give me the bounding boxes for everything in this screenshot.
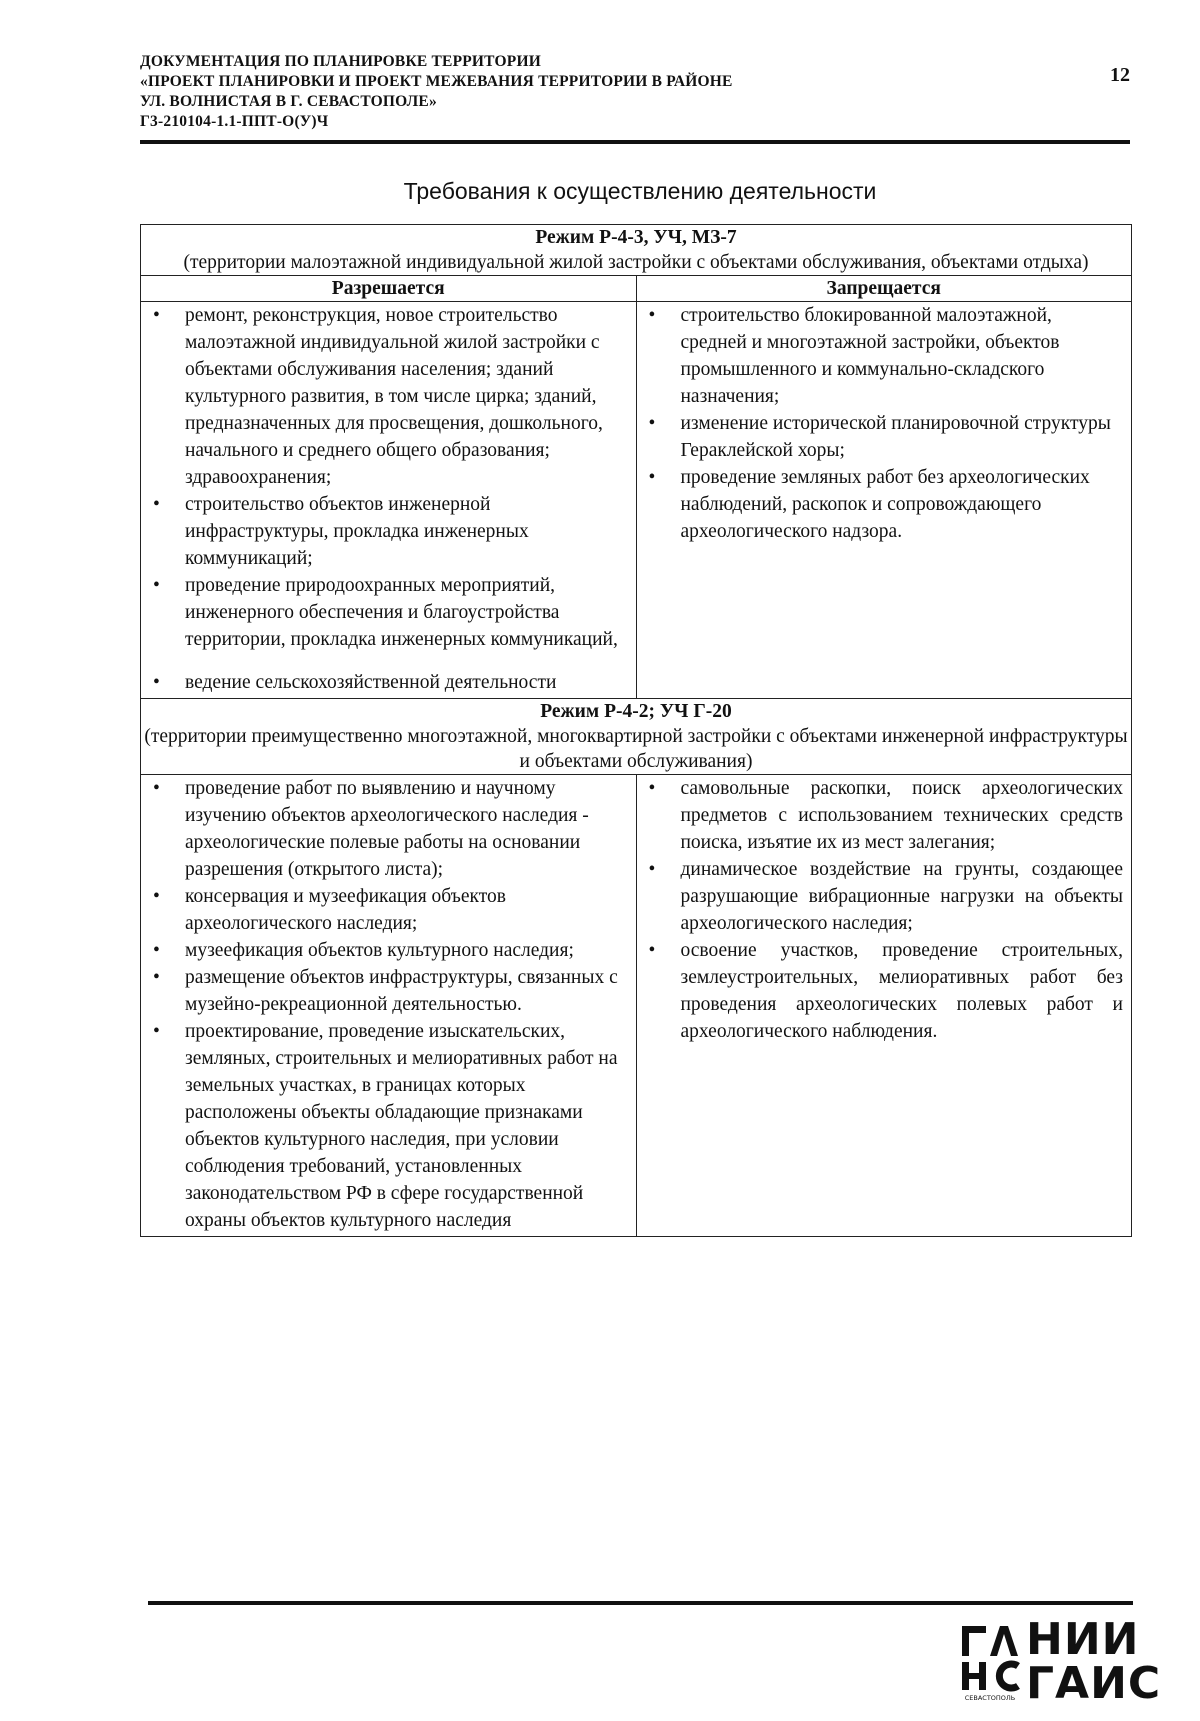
footer-rule [148, 1601, 1133, 1605]
forbidden-list [637, 302, 1132, 547]
allowed-cell [141, 302, 637, 699]
table-row [141, 302, 1132, 699]
column-header-allowed: Разрешается [141, 276, 637, 302]
list-item: • ведение сельскохозяйственной деятельности [141, 669, 628, 696]
regime-title: Режим Р-4-3, УЧ, МЗ-7 [535, 227, 737, 248]
list-item: • проведение работ по выявлению и научному изучению объектов археологического наследия - археологические полевые работы на основании разрешения (открытого листа); [141, 775, 628, 883]
list-item: • строительство блокированной малоэтажной, средней и многоэтажной застройки, объектов промышленного и коммунально-складского назначения; [637, 302, 1124, 410]
list-item: • проектирование, проведение изыскательских, земляных, строительных и мелиоративных работ на земельных участках, в границах которых расположены объекты обладающие признаками объектов культурного наследия, при условии соблюдения требований, установленных законодательством РФ в сфере государственной охраны объектов культурного наследия [141, 1018, 628, 1234]
forbidden-cell [636, 775, 1132, 1237]
regime-description: (территории преимущественно многоэтажной, многоквартирной застройки с объектами инженерной инфраструктуры и объектами обслуживания) [144, 726, 1128, 772]
regime-header [141, 225, 1132, 276]
table-row [141, 775, 1132, 1237]
requirements-table [140, 224, 1132, 1237]
header-line: «ПРОЕКТ ПЛАНИРОВКИ И ПРОЕКТ МЕЖЕВАНИЯ ТЕРРИТОРИИ В РАЙОНЕ [140, 73, 733, 90]
logo-text-line: НИИ [1026, 1614, 1140, 1665]
page-number: 12 [1110, 64, 1130, 86]
list-item: • изменение исторической планировочной структуры Гераклейской хоры; [637, 410, 1124, 464]
nii-gais-logo [960, 1614, 1162, 1709]
list-item: • консервация и музеефикация объектов археологического наследия; [141, 883, 628, 937]
list-item: • динамическое воздействие на грунты, создающее разрушающие вибрационные нагрузки на объекты археологического наследия; [637, 856, 1124, 937]
gais-emblem-icon [960, 1622, 1020, 1702]
list-item: • размещение объектов инфраструктуры, связанных с музейно-рекреационной деятельностью. [141, 964, 628, 1018]
list-item: • ремонт, реконструкция, новое строительство малоэтажной индивидуальной жилой застройки с объектами обслуживания населения; зданий культурного развития, в том числе цирка; зданий, предназначенных для просвещения, дошкольного, начального и среднего общего образования; здравоохранения; [141, 302, 628, 491]
regime-header-row [141, 225, 1132, 276]
column-header-forbidden: Запрещается [636, 276, 1132, 302]
column-header-row [141, 276, 1132, 302]
regime-header [141, 699, 1132, 775]
list-item: • строительство объектов инженерной инфраструктуры, прокладка инженерных коммуникаций; [141, 491, 628, 572]
list-item: • самовольные раскопки, поиск археологических предметов с использованием технических средств поиска, изъятие их из мест залегания; [637, 775, 1124, 856]
header-line: УЛ. ВОЛНИСТАЯ В Г. СЕВАСТОПОЛЕ» [140, 93, 437, 110]
logo-small-text: СЕВАСТОПОЛЬ [964, 1694, 1016, 1702]
header-rule [140, 140, 1130, 144]
list-item: • проведение земляных работ без археологических наблюдений, раскопок и сопровождающего археологического надзора. [637, 464, 1124, 545]
header-lines [140, 52, 1130, 132]
header-line: Г3-210104-1.1-ППТ-О(У)Ч [140, 113, 329, 130]
list-item: • проведение природоохранных мероприятий, инженерного обеспечения и благоустройства территории, прокладка инженерных коммуникаций, [141, 572, 628, 653]
allowed-cell [141, 775, 637, 1237]
document-header [140, 52, 1130, 132]
list-item: • музеефикация объектов культурного наследия; [141, 937, 628, 964]
regime-title: Режим Р-4-2; УЧ Г-20 [540, 701, 732, 722]
regime-header-row [141, 699, 1132, 775]
list-item: • освоение участков, проведение строительных, землеустроительных, мелиоративных работ без проведения археологических полевых работ и археологического наблюдения. [637, 937, 1124, 1045]
logo-text-line: ГАИС [1026, 1658, 1162, 1709]
allowed-list [141, 302, 636, 698]
forbidden-list [637, 775, 1132, 1047]
regime-description: (территории малоэтажной индивидуальной жилой застройки с объектами обслуживания, объектами отдыха) [183, 252, 1089, 273]
forbidden-cell [636, 302, 1132, 699]
logo-text [1026, 1614, 1162, 1709]
allowed-list [141, 775, 636, 1236]
page-title: Требования к осуществлению деятельности [403, 178, 877, 204]
header-line: ДОКУМЕНТАЦИЯ ПО ПЛАНИРОВКЕ ТЕРРИТОРИИ [140, 53, 541, 70]
